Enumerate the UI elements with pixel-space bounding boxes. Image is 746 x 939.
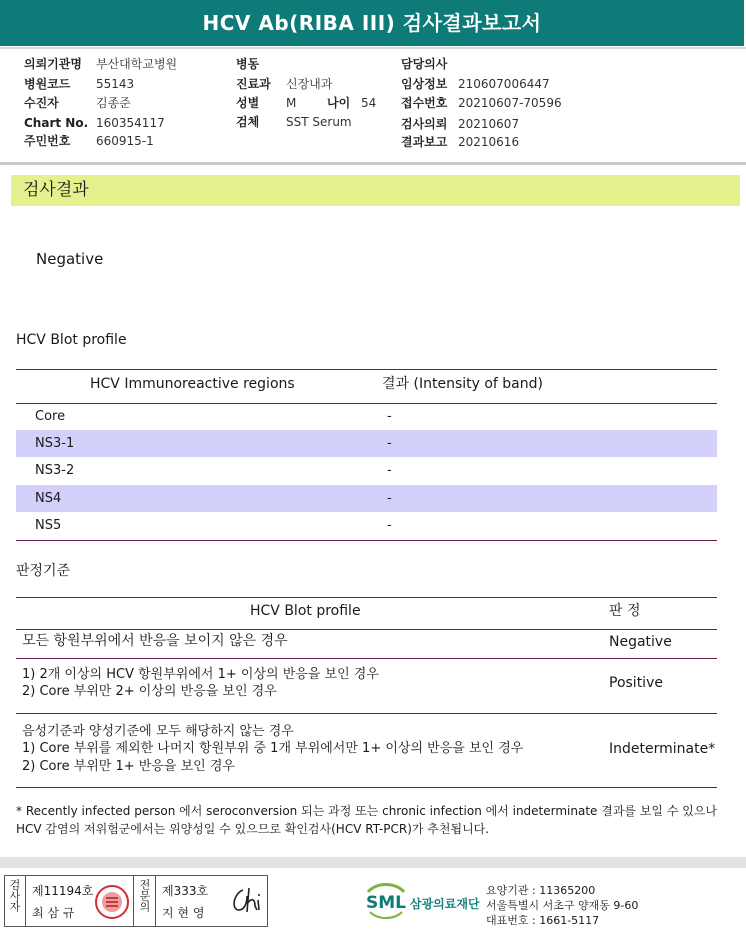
divider (155, 876, 156, 926)
institution-code: 요양기관 : 11365200 (486, 884, 596, 897)
result-cell: - (387, 409, 392, 424)
table-rule (16, 540, 717, 541)
hospital-code-label: 병원코드 (24, 77, 71, 91)
patient-label: 수진자 (24, 96, 59, 110)
divider (133, 876, 134, 926)
table-rule (16, 629, 717, 630)
inspector-label (7, 879, 21, 912)
table-row (16, 430, 717, 457)
criteria-line: 2) Core 부위만 1+ 반응을 보인 경우 (22, 759, 235, 774)
doctor-label: 담당의사 (401, 57, 448, 71)
ward-label: 병동 (236, 57, 260, 71)
table-row (16, 403, 717, 430)
hospital-code-value: 55143 (96, 77, 135, 91)
patient-value: 김종준 (96, 96, 131, 110)
report-date-label: 결과보고 (401, 135, 448, 149)
seal-icon (94, 884, 130, 920)
criteria-line: 음성기준과 양성기준에 모두 해당하지 않는 경우 (22, 724, 294, 739)
table-row (16, 485, 717, 512)
table-rule (16, 713, 717, 714)
receipt-no-value: 20210607-70596 (458, 96, 562, 110)
criteria-line: 모든 항원부위에서 반응을 보이지 않은 경우 (22, 633, 288, 649)
blot-profile-title: HCV Blot profile (16, 332, 127, 348)
report-date-value: 20210616 (458, 135, 520, 149)
signature-box (4, 875, 268, 927)
specimen-value: SST Serum (286, 115, 352, 129)
sex-value: M (286, 96, 297, 110)
inspector-name: 최 삼 규 (32, 906, 75, 920)
inspector-license: 제11194호 (32, 884, 94, 898)
age-label: 나이 (327, 96, 351, 110)
criteria-line: 1) 2개 이상의 HCV 항원부위에서 1+ 이상의 반응을 보인 경우 (22, 667, 379, 682)
chart-no-label: Chart No. (24, 116, 89, 130)
table-rule (16, 369, 717, 370)
age-value: 54 (361, 96, 377, 110)
org-phone: 대표번호 : 1661-5117 (486, 914, 600, 927)
receipt-no-label: 접수번호 (401, 96, 448, 110)
hospital-value: 부산대학교병원 (96, 57, 178, 71)
table-rule (16, 658, 717, 659)
sml-logo-text: SML (366, 893, 406, 913)
verdict-cell: Positive (609, 675, 663, 691)
org-address: 서울특별시 서초구 양재동 9-60 (486, 899, 639, 912)
department-label: 진료과 (236, 77, 271, 91)
specimen-label: 검체 (236, 115, 260, 129)
section-title: 검사결과 (11, 175, 740, 206)
header-divider (0, 162, 746, 165)
hospital-label: 의뢰기관명 (24, 57, 82, 71)
region-cell: NS3-1 (35, 436, 75, 451)
department-value: 신장내과 (286, 77, 333, 91)
specialist-name: 지 현 영 (162, 906, 205, 920)
region-cell: Core (35, 409, 66, 424)
column-header-result: 결과 (Intensity of band) (382, 376, 543, 392)
org-name: 삼광의료재단 (410, 897, 480, 911)
clinical-info-value: 210607006447 (458, 77, 550, 91)
verdict-cell: Negative (609, 634, 672, 650)
result-cell: - (387, 436, 392, 451)
table-rule (16, 597, 717, 598)
table-rule (16, 787, 717, 788)
clinical-info-label: 임상정보 (401, 77, 448, 91)
specialist-label (137, 879, 151, 912)
column-header-profile: HCV Blot profile (250, 603, 361, 619)
footnote: * Recently infected person 에서 seroconversion 되는 과정 또는 chronic infection 에서 indeterminate 결과를 보일 수 있으나 HCV 감염의 저위험군에서는 위양성일 수 있으므로 확인검사(HCV RT-PCR)가 추천됩니다. (16, 804, 718, 836)
title-divider (0, 47, 746, 49)
footer-divider (0, 857, 746, 868)
region-cell: NS5 (35, 518, 62, 533)
signature-icon (225, 884, 265, 918)
column-header-region: HCV Immunoreactive regions (90, 376, 295, 392)
specialist-license: 제333호 (162, 884, 209, 898)
table-row (16, 457, 717, 484)
overall-result: Negative (36, 250, 104, 268)
inspector-label-text: 검사자 (8, 879, 21, 912)
divider (25, 876, 26, 926)
region-cell: NS3-2 (35, 463, 75, 478)
result-cell: - (387, 518, 392, 533)
result-cell: - (387, 491, 392, 506)
criteria-title: 판정기준 (16, 563, 71, 579)
table-row (16, 512, 717, 539)
resident-no-label: 주민번호 (24, 134, 71, 148)
resident-no-value: 660915-1 (96, 134, 154, 148)
verdict-cell: Indeterminate* (609, 741, 716, 757)
column-header-verdict: 판 정 (609, 603, 641, 619)
chart-no-value: 160354117 (96, 116, 165, 130)
request-date-value: 20210607 (458, 117, 520, 131)
criteria-line: 2) Core 부위만 2+ 이상의 반응을 보인 경우 (22, 684, 277, 699)
report-title: HCV Ab(RIBA III) 검사결과보고서 (0, 0, 744, 46)
request-date-label: 검사의뢰 (401, 117, 448, 131)
result-cell: - (387, 463, 392, 478)
criteria-line: 1) Core 부위를 제외한 나머지 항원부위 중 1개 부위에서만 1+ 이상의 반응을 보인 경우 (22, 741, 524, 756)
sex-label: 성별 (236, 96, 260, 110)
specialist-label-text: 전문의 (138, 879, 151, 912)
region-cell: NS4 (35, 491, 62, 506)
